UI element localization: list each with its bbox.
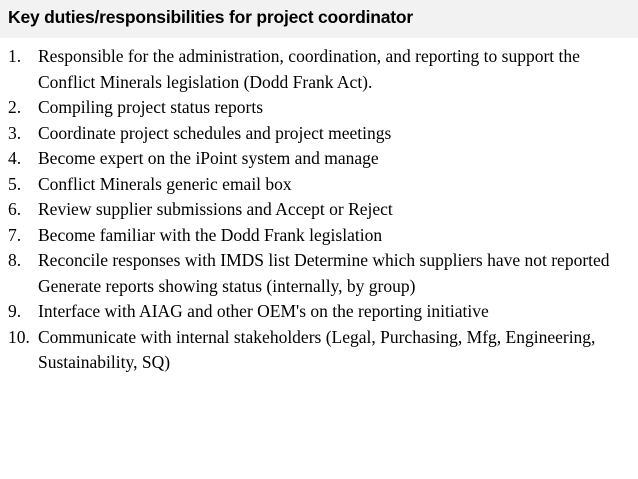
page-title: Key duties/responsibilities for project coordinator xyxy=(8,7,414,27)
list-item-text: Responsible for the administration, coordination, and reporting to support the Conflict Minerals legislation (Dodd Frank Act). xyxy=(38,46,580,92)
duties-list xyxy=(0,44,630,376)
list-item xyxy=(0,223,630,249)
list-item xyxy=(0,325,630,376)
list-item-text: Reconcile responses with IMDS list Determine which suppliers have not reported Generate reports showing status (internally, by group) xyxy=(38,250,610,296)
list-item xyxy=(0,197,630,223)
list-item-text: Communicate with internal stakeholders (Legal, Purchasing, Mfg, Engineering, Sustainability, SQ) xyxy=(38,326,596,372)
list-item xyxy=(0,172,630,198)
list-item-text: Review supplier submissions and Accept or Reject xyxy=(38,199,393,219)
list-item-text: Interface with AIAG and other OEM's on the reporting initiative xyxy=(38,301,489,321)
list-item-number: 10. xyxy=(8,326,30,347)
list-item xyxy=(0,146,630,172)
list-item-text: Compiling project status reports xyxy=(38,97,264,117)
list-item-text: Become expert on the iPoint system and manage xyxy=(38,148,379,168)
list-item xyxy=(0,95,630,121)
list-item-number: 8. xyxy=(8,250,22,270)
list-item-number: 7. xyxy=(8,224,22,245)
list-item-text: Conflict Minerals generic email box xyxy=(38,173,292,194)
list-item xyxy=(0,299,630,325)
list-item-number: 3. xyxy=(8,122,22,143)
list-item-number: 5. xyxy=(8,173,22,194)
list-item-number: 9. xyxy=(8,301,22,321)
list-item-number: 1. xyxy=(8,46,22,66)
list-item xyxy=(0,121,630,147)
title-bar xyxy=(0,0,638,38)
list-item-number: 6. xyxy=(8,199,22,219)
list-item xyxy=(0,248,630,299)
list-item xyxy=(0,44,630,95)
list-item-number: 2. xyxy=(8,97,22,117)
list-item-text: Coordinate project schedules and project meetings xyxy=(38,122,392,143)
list-item-number: 4. xyxy=(8,148,22,168)
list-item-text: Become familiar with the Dodd Frank legislation xyxy=(38,224,383,245)
